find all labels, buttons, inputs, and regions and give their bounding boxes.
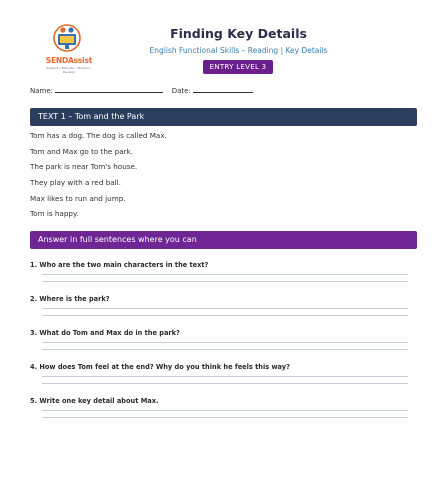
answer-line-4a[interactable]: [42, 376, 408, 377]
answer-section-heading: Answer in full sentences where you can: [30, 231, 417, 249]
answer-line-1b[interactable]: [42, 281, 408, 282]
answer-line-2a[interactable]: [42, 308, 408, 309]
logo-tagline: Support • Educate • Nurture • Develop: [46, 66, 92, 74]
answer-line-5b[interactable]: [42, 417, 408, 418]
text-section-heading: TEXT 1 – Tom and the Park: [30, 108, 417, 126]
story-line: The park is near Tom's house.: [30, 162, 138, 172]
story-line: Max likes to run and jump.: [30, 193, 126, 203]
story-line: They play with a red ball.: [30, 178, 121, 188]
question-2: 2. Where is the park?: [30, 295, 110, 303]
logo-brand-text: SENDAssist: [45, 56, 93, 65]
name-field[interactable]: [55, 91, 163, 93]
question-1: 1. Who are the two main characters in the text?: [30, 261, 209, 269]
story-line: Tom has a dog. The dog is called Max.: [30, 131, 167, 140]
question-3: 3. What do Tom and Max do in the park?: [30, 329, 180, 337]
question-4: 4. How does Tom feel at the end? Why do you think he feels this way?: [30, 363, 290, 371]
name-label: Name:: [30, 87, 54, 95]
answer-line-3a[interactable]: [42, 342, 408, 343]
answer-line-5a[interactable]: [42, 410, 408, 411]
story-line: Tom is happy.: [30, 209, 79, 219]
name-date-row: [30, 87, 253, 95]
story-line: Tom and Max go to the park.: [30, 146, 133, 156]
level-badge: ENTRY LEVEL 3: [203, 60, 273, 74]
date-label: Date:: [171, 87, 191, 95]
answer-line-2b[interactable]: [42, 315, 408, 316]
answer-line-4b[interactable]: [42, 383, 408, 384]
date-field[interactable]: [193, 91, 253, 93]
question-5: 5. Write one key detail about Max.: [30, 397, 159, 405]
answer-line-1a[interactable]: [42, 274, 408, 275]
page-title: Finding Key Details: [170, 26, 307, 41]
story-text: [30, 130, 167, 224]
answer-line-3b[interactable]: [42, 349, 408, 350]
page-subtitle: English Functional Skills – Reading | Key Details: [149, 46, 328, 55]
